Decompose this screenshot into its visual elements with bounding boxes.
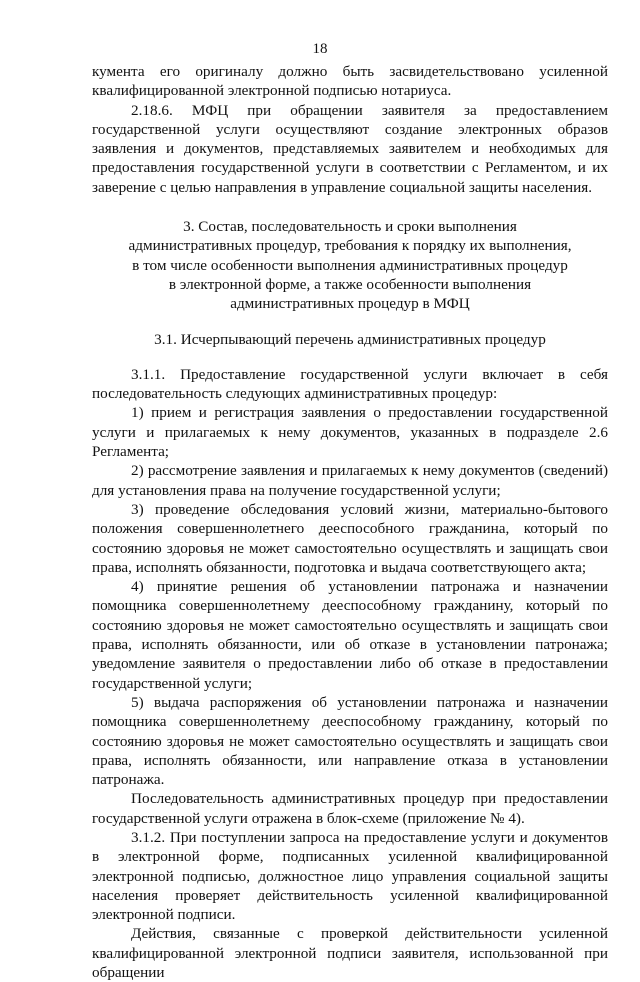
list-item-1: 1) прием и регистрация заявления о предоставлении государственной услуги и прилагаемых к нему документов, указанных в подразделе 2.6 Регламента; [92, 404, 608, 461]
section-heading [92, 217, 608, 313]
paragraph-3-1-2: 3.1.2. При поступлении запроса на предоставление услуги и документов в электронной форме, подписанных усиленной квалифицированной электронной подписью, должностное лицо управления социальной защиты населения проверяет действительность усиленной квалифицированной электронной подписи. [92, 828, 608, 924]
subsection-heading: 3.1. Исчерпывающий перечень административных процедур [154, 330, 546, 348]
section-heading-line: административных процедур в МФЦ [230, 295, 470, 313]
body-text [92, 62, 608, 982]
list-item-5: 5) выдача распоряжения об установлении патронажа и назначении помощника совершеннолетнему дееспособному гражданину, который по состоянию здоровья не может самостоятельно осуществлять и защищать свои права, исполнять обязанности, или направление отказа в установлении патронажа. [92, 693, 608, 789]
paragraph-3-1-1: 3.1.1. Предоставление государственной услуги включает в себя последовательность следующих административных процедур: [92, 365, 608, 403]
list-item-2: 2) рассмотрение заявления и прилагаемых к нему документов (сведений) для установления права на получение государственной услуги; [92, 462, 608, 499]
paragraph-continuation: кумента его оригиналу должно быть засвидетельствовано усиленной квалифицированной электронной подписью нотариуса. [92, 63, 608, 100]
paragraph-actions: Действия, связанные с проверкой действительности усиленной квалифицированной электронной подписи заявителя, использованной при обращении [92, 925, 608, 982]
list-item-3: 3) проведение обследования условий жизни, материально-бытового положения совершеннолетнего дееспособного гражданина, который по состоянию здоровья не может самостоятельно осуществлять и защищать свои права, исполнять обязанности, подготовка и выдача соответствующего акта; [92, 500, 608, 576]
section-heading-line: 3. Состав, последовательность и сроки выполнения [183, 218, 517, 236]
section-heading-line: в электронной форме, а также особенности выполнения [168, 275, 532, 293]
paragraph-2-18-6: 2.18.6. МФЦ при обращении заявителя за предоставлением государственной услуги осуществляют создание электронных образов заявления и документов, представляемых заявителем и необходимых для предоставления государственной услуги в соответствии с Регламентом, и их заверение с целью направления в управление социальной защиты населения. [92, 101, 608, 196]
paragraph-sequence: Последовательность административных процедур при предоставлении государственной услуги отражена в блок-схеме (приложение № 4). [92, 790, 608, 827]
section-heading-line: административных процедур, требования к порядку их выполнения, [128, 237, 572, 255]
list-item-4: 4) принятие решения об установлении патронажа и назначении помощника совершеннолетнему дееспособному гражданину, который по состоянию здоровья не может самостоятельно осуществлять и защищать свои права, исполнять обязанности, или об отказе в установлении патронажа; уведомление заявителя о предоставлении либо об отказе в предоставлении государственной услуги; [92, 578, 608, 692]
page-number: 18 [312, 41, 328, 57]
section-heading-line: в том числе особенности выполнения административных процедур [132, 256, 568, 274]
